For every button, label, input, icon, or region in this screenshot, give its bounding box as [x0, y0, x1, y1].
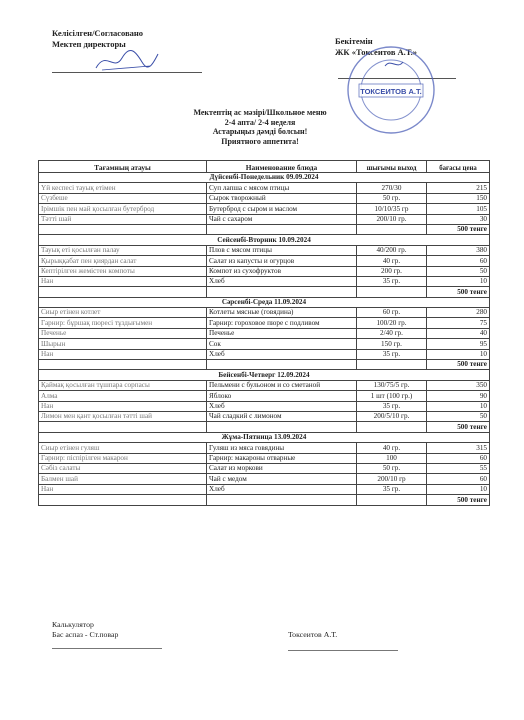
dish-yield: 40 гр. [357, 443, 427, 453]
approval-label: Келісілген/Согласовано [52, 28, 144, 38]
day-total: 500 тенге [427, 224, 490, 234]
table-row [39, 266, 490, 276]
menu-table [38, 160, 490, 506]
day-title: Сәрсенбі-Среда 11.09.2024 [39, 297, 490, 307]
dish-name-ru: Хлеб [207, 401, 357, 411]
calculator-label: Калькулятор [52, 620, 94, 629]
table-row [39, 411, 490, 421]
dish-price: 50 [427, 266, 490, 276]
table-row [39, 276, 490, 286]
total-spacer-3 [357, 287, 427, 297]
dish-yield: 50 гр. [357, 193, 427, 203]
dish-name-kk: Сиыр етінен гуляш [39, 443, 207, 453]
stamp-text: ТОКСЕИТОВ А.Т. [360, 87, 422, 96]
dish-name-kk: Тәтті шай [39, 214, 207, 224]
dish-price: 380 [427, 245, 490, 255]
dish-name-ru: Плов с мясом птицы [207, 245, 357, 255]
dish-name-kk: Гарнир: бұршақ пюресі тұздығымен [39, 318, 207, 328]
table-row [39, 463, 490, 473]
dish-price: 350 [427, 380, 490, 390]
dish-price: 60 [427, 474, 490, 484]
dish-price: 10 [427, 349, 490, 359]
day-header-row [39, 235, 490, 245]
table-row [39, 380, 490, 390]
dish-yield: 2/40 гр. [357, 328, 427, 338]
dish-name-ru: Печенье [207, 328, 357, 338]
dish-name-kk: Лимон мен қант қосылған тәтті шай [39, 411, 207, 421]
total-spacer-2 [207, 360, 357, 370]
total-spacer-3 [357, 224, 427, 234]
dish-yield: 35 гр. [357, 401, 427, 411]
footer-signer-name: Токсеитов А.Т. [288, 630, 338, 639]
table-row [39, 193, 490, 203]
dish-name-kk: Сиыр етінен котлет [39, 308, 207, 318]
title-line-4: Приятного аппетита! [221, 136, 299, 146]
dish-yield: 150 гр. [357, 339, 427, 349]
table-row [39, 214, 490, 224]
dish-yield: 35 гр. [357, 484, 427, 494]
dish-name-kk: Сәбіз салаты [39, 463, 207, 473]
table-row [39, 349, 490, 359]
dish-yield: 35 гр. [357, 349, 427, 359]
dish-yield: 50 гр. [357, 463, 427, 473]
director-label: Мектеп директоры [52, 39, 126, 49]
day-title: Бейсенбі-Четверг 12.09.2024 [39, 370, 490, 380]
dish-yield: 130/75/5 гр. [357, 380, 427, 390]
table-header-row [39, 161, 490, 173]
dish-name-ru: Гарнир: макароны отварные [207, 453, 357, 463]
col-header-price: бағасы цена [427, 161, 490, 173]
col-header-yield: шығымы выход [357, 161, 427, 173]
dish-name-ru: Котлеты мясные (говядина) [207, 308, 357, 318]
table-row [39, 401, 490, 411]
total-spacer-1 [39, 224, 207, 234]
total-row [39, 495, 490, 505]
dish-name-ru: Хлеб [207, 349, 357, 359]
day-total: 500 тенге [427, 360, 490, 370]
dish-name-kk: Нан [39, 484, 207, 494]
footer-line-right [288, 650, 398, 651]
dish-name-kk: Кептірілген жемістен компоты [39, 266, 207, 276]
dish-yield: 35 гр. [357, 276, 427, 286]
total-spacer-3 [357, 360, 427, 370]
dish-name-ru: Чай сладкий с лимоном [207, 411, 357, 421]
total-spacer-3 [357, 422, 427, 432]
dish-yield: 40/200 гр. [357, 245, 427, 255]
dish-price: 40 [427, 328, 490, 338]
dish-price: 55 [427, 463, 490, 473]
dish-name-kk: Нан [39, 401, 207, 411]
dish-price: 75 [427, 318, 490, 328]
dish-price: 315 [427, 443, 490, 453]
table-row [39, 391, 490, 401]
col-header-ru: Наименование блюда [207, 161, 357, 173]
dish-name-kk: Нан [39, 349, 207, 359]
dish-yield: 200/5/10 гр. [357, 411, 427, 421]
title-line-3: Астарыңыз дәмді болсын! [212, 127, 308, 136]
title-line-2: 2-4 апта/ 2-4 неделя [224, 117, 296, 127]
dish-price: 60 [427, 256, 490, 266]
day-title: Жұма-Пятница 13.09.2024 [39, 432, 490, 442]
table-row [39, 256, 490, 266]
title-line-1: Мектептің ас мәзірі/Школьное меню [193, 108, 327, 117]
table-row [39, 484, 490, 494]
table-row [39, 308, 490, 318]
table-row [39, 443, 490, 453]
dish-yield: 40 гр. [357, 256, 427, 266]
dish-name-ru: Хлеб [207, 484, 357, 494]
day-total: 500 тенге [427, 495, 490, 505]
dish-price: 95 [427, 339, 490, 349]
dish-price: 280 [427, 308, 490, 318]
day-header-row [39, 432, 490, 442]
day-header-row [39, 370, 490, 380]
dish-yield: 60 гр. [357, 308, 427, 318]
menu-table-container [38, 160, 489, 506]
table-row [39, 453, 490, 463]
col-header-kk: Тағамның атауы [39, 161, 207, 173]
dish-yield: 100/20 гр. [357, 318, 427, 328]
dish-yield: 100 [357, 453, 427, 463]
dish-price: 10 [427, 401, 490, 411]
table-row [39, 318, 490, 328]
table-row [39, 245, 490, 255]
dish-price: 30 [427, 214, 490, 224]
dish-price: 60 [427, 453, 490, 463]
footer-left [52, 620, 118, 640]
dish-name-kk: Тауық еті қосылған палау [39, 245, 207, 255]
dish-name-kk: Ірімшік пен май қосылған бутерброд [39, 204, 207, 214]
dish-price: 10 [427, 276, 490, 286]
dish-yield: 200/10 гр [357, 474, 427, 484]
menu-title [170, 108, 350, 146]
dish-name-ru: Яблоко [207, 391, 357, 401]
dish-price: 50 [427, 411, 490, 421]
dish-name-ru: Суп лапша с мясом птицы [207, 183, 357, 193]
total-row [39, 422, 490, 432]
total-spacer-2 [207, 287, 357, 297]
dish-name-ru: Сок [207, 339, 357, 349]
table-row [39, 328, 490, 338]
dish-name-ru: Сырок творожный [207, 193, 357, 203]
dish-name-ru: Салат из моркови [207, 463, 357, 473]
dish-name-kk: Қырыққабат пен қиярдан салат [39, 256, 207, 266]
dish-name-kk: Гарнир: піспірілген макарон [39, 453, 207, 463]
dish-name-kk: Шырын [39, 339, 207, 349]
dish-name-ru: Гуляш из мяса говядины [207, 443, 357, 453]
dish-name-ru: Салат из капусты и огурцов [207, 256, 357, 266]
dish-name-ru: Компот из сухофруктов [207, 266, 357, 276]
table-row [39, 474, 490, 484]
table-row [39, 204, 490, 214]
total-row [39, 224, 490, 234]
dish-name-ru: Хлеб [207, 276, 357, 286]
dish-name-kk: Қаймақ қосылған тұшпара сорпасы [39, 380, 207, 390]
total-spacer-1 [39, 360, 207, 370]
signature-line-left [52, 72, 202, 73]
total-spacer-2 [207, 495, 357, 505]
day-total: 500 тенге [427, 287, 490, 297]
dish-price: 105 [427, 204, 490, 214]
day-title: Сейсенбі-Вторник 10.09.2024 [39, 235, 490, 245]
dish-name-ru: Чай с сахаром [207, 214, 357, 224]
dish-yield: 270/30 [357, 183, 427, 193]
dish-price: 10 [427, 484, 490, 494]
dish-name-kk: Балмен шай [39, 474, 207, 484]
day-header-row [39, 173, 490, 183]
approve-label: Бекітемін [335, 36, 373, 46]
dish-yield: 200 гр. [357, 266, 427, 276]
chef-label: Бас аспаз - Ст.повар [52, 630, 119, 639]
footer-line-left [52, 648, 162, 649]
day-title: Дүйсенбі-Понедельник 09.09.2024 [39, 173, 490, 183]
entrepreneur-label: ЖК «Токсеитов А.Т.» [335, 47, 417, 57]
dish-yield: 200/10 гр. [357, 214, 427, 224]
director-signature [92, 46, 162, 74]
dish-name-ru: Бутерброд с сыром и маслом [207, 204, 357, 214]
dish-name-kk: Сүзбеше [39, 193, 207, 203]
dish-yield: 1 шт (100 гр.) [357, 391, 427, 401]
day-total: 500 тенге [427, 422, 490, 432]
total-spacer-3 [357, 495, 427, 505]
total-spacer-2 [207, 422, 357, 432]
dish-price: 150 [427, 193, 490, 203]
total-spacer-1 [39, 287, 207, 297]
dish-name-ru: Гарнир: гороховое пюре с подливом [207, 318, 357, 328]
total-row [39, 360, 490, 370]
table-row [39, 183, 490, 193]
dish-name-ru: Чай с медом [207, 474, 357, 484]
table-row [39, 339, 490, 349]
total-spacer-1 [39, 495, 207, 505]
dish-name-kk: Нан [39, 276, 207, 286]
total-spacer-1 [39, 422, 207, 432]
dish-name-kk: Алма [39, 391, 207, 401]
dish-name-ru: Пельмени с бульоном и со сметаной [207, 380, 357, 390]
day-header-row [39, 297, 490, 307]
dish-price: 215 [427, 183, 490, 193]
dish-yield: 10/10/35 гр [357, 204, 427, 214]
dish-name-kk: Үй кеспесі тауық етімен [39, 183, 207, 193]
official-stamp [345, 44, 437, 136]
menu-body [39, 173, 490, 506]
dish-name-kk: Печенье [39, 328, 207, 338]
dish-price: 90 [427, 391, 490, 401]
total-spacer-2 [207, 224, 357, 234]
total-row [39, 287, 490, 297]
